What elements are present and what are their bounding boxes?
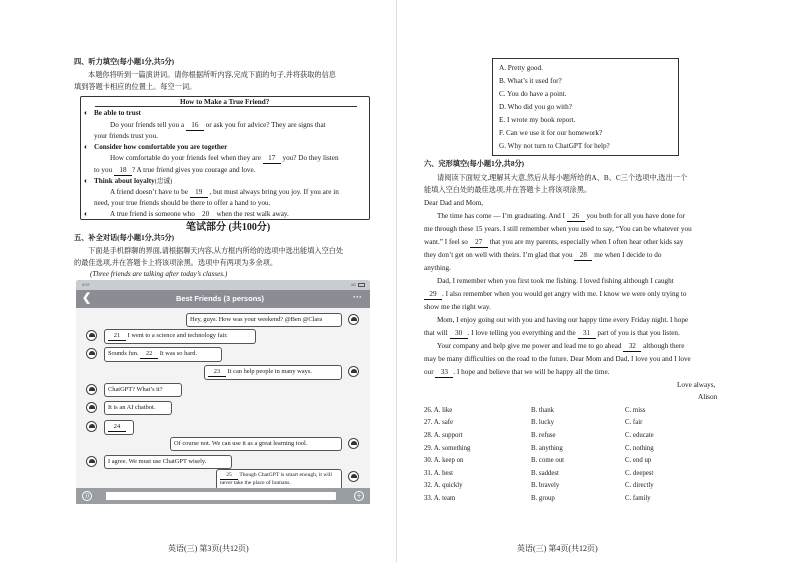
ring-icon: ◐ xyxy=(84,109,89,117)
avatar xyxy=(348,471,359,482)
option-e: E. I wrote my book report. xyxy=(499,116,576,124)
voice-icon[interactable]: )) xyxy=(82,491,92,501)
phone-chat-screen xyxy=(76,280,370,504)
point1-line2: your friends trust you. xyxy=(94,132,158,140)
blank-23[interactable]: 23 xyxy=(208,368,226,377)
choice-c[interactable]: C. miss xyxy=(625,406,646,414)
letter-line: anything. xyxy=(424,264,451,272)
choice-a[interactable]: 32. A. quickly xyxy=(424,482,463,490)
option-a: A. Pretty good. xyxy=(499,64,543,72)
letter-line: want.” I feel so 27 that you are my parents, especially when I often hear other kids say xyxy=(424,238,684,246)
letter-line: 29 . I also remember when you would get angry with me. I know we were only trying to xyxy=(424,290,687,300)
written-part-heading: 笔试部分 (共100分) xyxy=(186,222,271,233)
choice-b[interactable]: B. bravely xyxy=(531,482,560,490)
passage-title: How to Make a True Friend? xyxy=(180,98,270,106)
letter-line: The time has come — I’m graduating. And I 26 you both for all you have done for xyxy=(437,212,685,220)
message-bubble: 25 Though ChatGPT is smart enough, it will never take the place of humans. xyxy=(216,469,342,490)
letter-line: may be many difficulties on the road to the future. Dear Mom and Dad, I love you and I love xyxy=(424,355,691,363)
blank-17[interactable]: 17 xyxy=(263,154,281,164)
section5-title: 五、补全对话(每小题1分,共5分) xyxy=(74,234,175,242)
blank-18[interactable]: 18 xyxy=(114,166,132,176)
choice-a[interactable]: 33. A. team xyxy=(424,494,456,502)
section6-intro-line2: 能填入空白处的最佳选项,并在答题卡上将该项涂黑。 xyxy=(424,186,592,194)
avatar xyxy=(86,384,97,395)
blank-32[interactable]: 32 xyxy=(623,342,641,352)
blank-30[interactable]: 30 xyxy=(450,329,468,339)
chat-area xyxy=(76,308,370,488)
point3-heading: Think about loyalty(忠诚) xyxy=(94,177,173,185)
section5-intro-line1: 下面是手机群聊的界面,请根据聊天内容,从方框内所给的选项中选出能填入空白处 xyxy=(88,247,344,255)
battery-icon xyxy=(358,283,365,287)
avatar xyxy=(86,421,97,432)
message-bubble: ChatGPT? What’s it? xyxy=(104,383,182,397)
letter-line: show me the right way. xyxy=(424,303,491,311)
status-time: 4:07 xyxy=(82,282,90,287)
status-bar xyxy=(76,280,370,290)
option-g: G. Why not turn to ChatGPT for help? xyxy=(499,142,610,150)
message-bubble: 21 I went to a science and technology fair. xyxy=(104,329,256,344)
message-bubble: I agree. We must use ChatGPT wisely. xyxy=(104,455,232,469)
blank-29[interactable]: 29 xyxy=(424,290,442,300)
choice-a[interactable]: 29. A. something xyxy=(424,444,471,452)
choice-a[interactable]: 28. A. support xyxy=(424,431,463,439)
point2-line1: How comfortable do your friends feel when they are 17 you? Do they listen xyxy=(110,154,339,162)
message-bubble: Hey, guys. How was your weekend? @Ben @Clara xyxy=(186,313,342,327)
option-c: C. You do have a point. xyxy=(499,90,567,98)
choice-a[interactable]: 31. A. best xyxy=(424,469,454,477)
letter-line: that will 30 . I love telling you everything and the 31 part of you is that you listen. xyxy=(424,329,680,337)
blank-16[interactable]: 16 xyxy=(186,121,204,131)
section4-title: 四、听力填空(每小题1分,共5分) xyxy=(74,58,175,66)
ring-icon: ◐ xyxy=(84,210,89,218)
section6-intro-line1: 请阅读下面短文,理解其大意,然后从每小题所给的A、B、C三个选项中,选出一个 xyxy=(437,174,688,182)
blank-33[interactable]: 33 xyxy=(435,368,453,378)
chat-header xyxy=(76,290,370,308)
blank-22[interactable]: 22 xyxy=(140,350,158,359)
section6-title: 六、完形填空(每小题1分,共8分) xyxy=(424,160,525,168)
choice-a[interactable]: 27. A. safe xyxy=(424,419,454,427)
choice-a[interactable]: 26. A. like xyxy=(424,406,453,414)
letter-line: our 33 . I hope and believe that we will be happy all the time. xyxy=(424,368,610,376)
plus-icon[interactable]: + xyxy=(354,491,364,501)
letter-closing: Love always, xyxy=(677,381,716,389)
chat-title: Best Friends (3 persons) xyxy=(176,294,264,303)
message-bubble: Of course not. We can use it as a great learning tool. xyxy=(170,437,342,451)
avatar xyxy=(86,330,97,341)
section5-intro-line2: 的最佳选项,并在答题卡上将该项涂黑。选项中有两项为多余项。 xyxy=(74,259,278,267)
choice-b[interactable]: B. come out xyxy=(531,457,565,465)
choice-row xyxy=(424,404,654,417)
avatar xyxy=(348,438,359,449)
message-bubble: Sounds fun. 22 It was so hard. xyxy=(104,347,222,362)
left-footer: 英语(三) 第3页(共12页) xyxy=(168,544,249,553)
choice-c[interactable]: C. educate xyxy=(625,431,654,439)
blank-31[interactable]: 31 xyxy=(578,329,596,339)
section4-intro-line2: 填到答题卡相应的位置上。每空一词。 xyxy=(74,83,197,91)
right-footer: 英语(三) 第4页(共12页) xyxy=(517,544,598,553)
letter-line: Dad, I remember when you first took me fishing. I loved fishing although I caught xyxy=(437,277,674,285)
letter-line: me through these 15 years. I still remember when you used to say, “You can be whatever you xyxy=(424,225,692,233)
point1-line1: Do your friends tell you a 16 or ask you for advice? They are signs that xyxy=(110,121,326,129)
summary-line: A true friend is someone who 20 when the rest walk away. xyxy=(110,210,289,218)
point3-line1: A friend doesn’t have to be 19 , but must always bring you joy. If you are in xyxy=(110,188,339,196)
option-d: D. Who did you go with? xyxy=(499,103,572,111)
choice-row xyxy=(424,480,654,493)
blank-24[interactable]: 24 xyxy=(108,423,126,432)
letter-line: Your company and help give me power and lead me to go ahead 32 although there xyxy=(437,342,685,350)
choice-c[interactable]: C. deepest xyxy=(625,469,654,477)
point2-heading: Consider how comfortable you are together xyxy=(94,143,228,151)
message-bubble: It is an AI chatbot. xyxy=(104,401,172,415)
blank-27[interactable]: 27 xyxy=(470,238,488,248)
blank-28[interactable]: 28 xyxy=(574,251,592,261)
letter-greeting: Dear Dad and Mom, xyxy=(424,199,484,207)
choice-row xyxy=(424,442,654,455)
choice-b[interactable]: B. refuse xyxy=(531,431,556,439)
choice-c[interactable]: C. fair xyxy=(625,419,643,427)
message-bubble xyxy=(104,420,134,435)
blank-26[interactable]: 26 xyxy=(567,212,585,222)
choice-row xyxy=(424,417,654,430)
option-b: B. What’s it used for? xyxy=(499,77,562,85)
chevron-left-icon[interactable]: ❮ xyxy=(82,292,92,304)
choice-b[interactable]: B. saddest xyxy=(531,469,559,477)
choice-row xyxy=(424,467,654,480)
point3-line2: need, your true friends should be there to offer a hand to you. xyxy=(94,199,271,207)
choice-b[interactable]: B. anything xyxy=(531,444,563,452)
letter-line: Mom, I enjoy going out with you and having our happy time every Friday night. I hope xyxy=(437,316,689,324)
blank-19[interactable]: 19 xyxy=(190,188,208,198)
message-input[interactable] xyxy=(106,492,336,500)
avatar xyxy=(86,456,97,467)
choice-row xyxy=(424,454,654,467)
choices-table xyxy=(424,404,654,505)
point2-line2: to you 18 ? A true friend gives you courage and love. xyxy=(94,166,256,174)
avatar xyxy=(86,348,97,359)
status-signal: 4G xyxy=(350,282,356,287)
option-f: F. Can we use it for our homework? xyxy=(499,129,603,137)
ring-icon: ◐ xyxy=(84,143,89,151)
blank-25[interactable]: 25 xyxy=(220,472,238,480)
blank-20[interactable]: 20 xyxy=(197,210,215,220)
letter-line: they don’t get on well with theirs. I’m glad that you 28 me when I decide to do xyxy=(424,251,662,259)
choice-b[interactable]: B. thank xyxy=(531,406,555,414)
avatar xyxy=(348,314,359,325)
avatar xyxy=(348,366,359,377)
point1-heading: Be able to trust xyxy=(94,109,141,117)
choice-c[interactable]: C. nothing xyxy=(625,444,654,452)
avatar xyxy=(86,402,97,413)
input-bar xyxy=(76,488,370,504)
choice-a[interactable]: 30. A. keep on xyxy=(424,457,464,465)
choice-b[interactable]: B. group xyxy=(531,494,555,502)
more-dots-icon[interactable]: ··· xyxy=(353,292,362,302)
section4-intro-line1: 本题你将听到一篇演讲词。请你根据所听内容,完成下面的句子,并将获取的信息 xyxy=(88,71,336,79)
choice-b[interactable]: B. lucky xyxy=(531,419,555,427)
choice-c[interactable]: C. end up xyxy=(625,457,652,465)
ring-icon: ◐ xyxy=(84,177,89,185)
choice-c[interactable]: C. directly xyxy=(625,482,654,490)
letter-signature: Alison xyxy=(698,393,718,401)
choice-c[interactable]: C. family xyxy=(625,494,651,502)
message-bubble: 23 It can help people in many ways. xyxy=(204,365,342,380)
choice-row xyxy=(424,429,654,442)
choice-row xyxy=(424,492,654,505)
blank-21[interactable]: 21 xyxy=(108,332,126,341)
section5-note: (Three friends are talking after today’s classes.) xyxy=(90,270,228,278)
right-page xyxy=(397,0,794,562)
